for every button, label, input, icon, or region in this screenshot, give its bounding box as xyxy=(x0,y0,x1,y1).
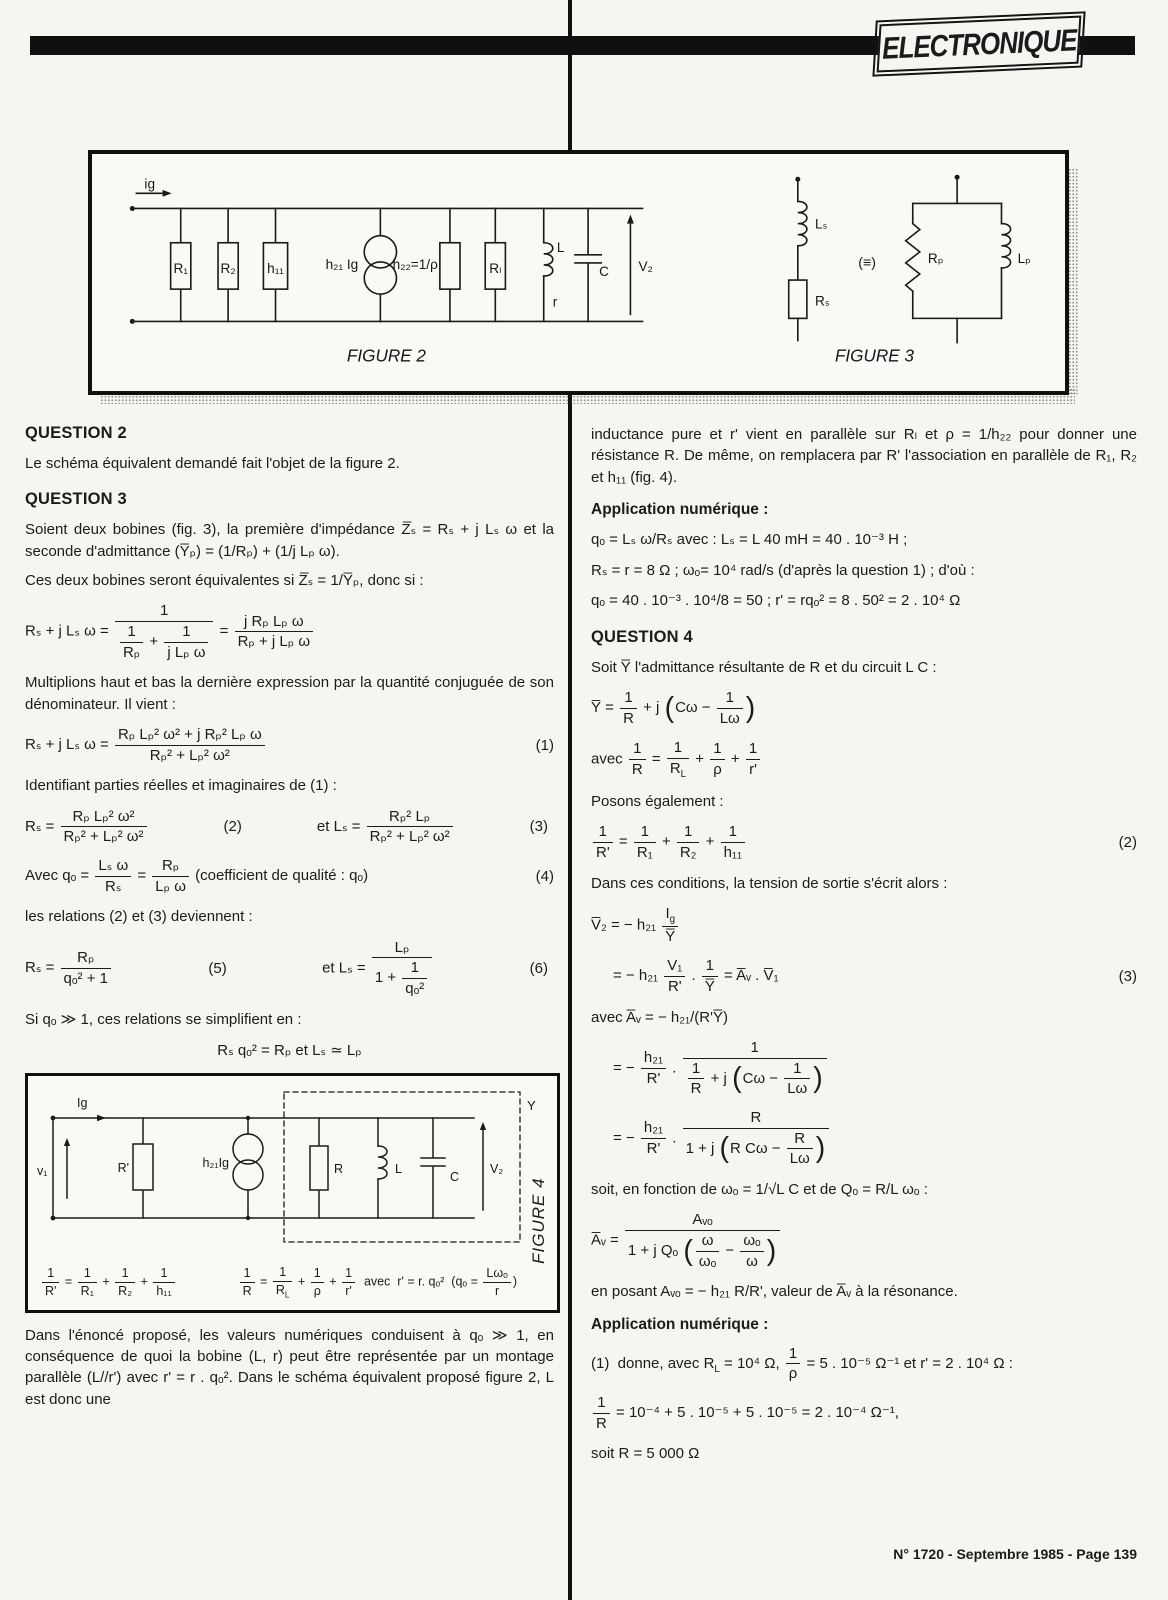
fig4-label-y: Y xyxy=(527,1097,536,1113)
right-column xyxy=(591,424,1137,1473)
q3-equations-2-3 xyxy=(25,808,554,846)
q4-equation-v2a xyxy=(591,905,1137,946)
q3-eq-q0: Avec qₒ = $\frac{\text{Lₛ ω}}{\text{Rₛ}}$ = $\frac{\text{Rₚ}}{\text{Lₚ ω}}$ (coefficient de qualité : qₒ) xyxy=(25,856,369,895)
q4-eq-av-final: A̅ᵥ = Aᵥₒ 1 + j Qₒ ( $\frac{\omega}{\text{ωₒ}}$ − $\frac{\text{ωₒ}}{\omega}$ ) xyxy=(591,1211,782,1270)
fig4-formulas-row xyxy=(28,1263,527,1310)
fig3-label-rp: Rₚ xyxy=(927,250,944,266)
fig3-label-ls: Lₛ xyxy=(814,216,828,232)
application-2-line-2 xyxy=(591,1394,1137,1432)
fig2-label-ig: ig xyxy=(144,176,156,192)
fig4-label-ig: Ig xyxy=(77,1095,88,1110)
q4-avec-av: avec A̅ᵥ = − h₂₁/(R'Y̅) xyxy=(591,1008,728,1026)
q4-equation-3 xyxy=(613,957,1137,995)
figure-4-diagram xyxy=(28,1076,557,1258)
figure-2-3-frame xyxy=(88,150,1069,395)
application-1-title: Application numérique : xyxy=(591,500,769,518)
application-2-line-3: soit R = 5 000 Ω xyxy=(591,1445,700,1463)
fig4-label-rprime: R' xyxy=(117,1160,129,1175)
q4-paragraph-1: Soit Y̅ l'admittance résultante de R et du circuit L C : xyxy=(591,659,937,677)
q4-paragraph-5: en posant Aᵥₒ = − h₂₁ R/R', valeur de A̅ᵥ à la résonance. xyxy=(591,1283,958,1301)
q3-paragraph-6: Si qₒ ≫ 1, ces relations se simplifient en : xyxy=(25,1010,302,1028)
fig4-formula-rprime: $\frac{1}{R'}$ = $\frac{1}{\text{R₁}}$ + $\frac{1}{\text{R₂}}$ + $\frac{1}{\text{h₁₁}}$ xyxy=(40,1266,177,1299)
logo-text: ELECTRONIQUE xyxy=(880,21,1077,66)
fig3-circuit xyxy=(789,175,1011,343)
q4-paragraph-4: soit, en fonction de ωₒ = 1/√L C et de Qₒ = R/L ωₒ : xyxy=(591,1180,928,1198)
fig2-label-current-source: h₂₁ Ig xyxy=(325,256,359,272)
fig2-label-r2: R₂ xyxy=(220,261,236,277)
continuation-paragraph: inductance pure et r' vient en parallèle sur Rₗ et ρ = 1/h₂₂ pour donner une résistance R. De même, on remplacera par R' l'association en parallèle de R₁, R₂ et h₁₁ (fig. 4). xyxy=(591,426,1137,486)
q4-eq-av2: = − $\frac{\text{h₂₁}}{R'}$ . R 1 + j (R Cω − $\frac{R}{L\omega}$ ) xyxy=(613,1109,831,1168)
fig4-label-r: R xyxy=(334,1161,344,1176)
footer-text: N° 1720 - Septembre 1985 - Page 139 xyxy=(893,1546,1137,1562)
figures-2-3-diagram xyxy=(92,154,1065,391)
fig3-equivalence-symbol: (≡) xyxy=(858,253,876,270)
q4-equation-av1 xyxy=(613,1039,1137,1098)
q3-final-relation: Rₛ qₒ² = Rₚ et Lₛ ≃ Lₚ xyxy=(217,1041,362,1059)
q4-eq-r: avec $\frac{1}{R}$ = $\frac{1}{R_L}$ + $\frac{1}{\rho}$ + $\frac{1}{r'}$ xyxy=(591,739,762,780)
q3-paragraph-5: les relations (2) et (3) deviennent : xyxy=(25,908,253,926)
q4-paragraph-3: Dans ces conditions, la tension de sortie s'écrit alors : xyxy=(591,874,948,892)
fig2-label-r: r xyxy=(552,294,558,310)
left-bottom-paragraph: Dans l'énoncé proposé, les valeurs numériques conduisent à qₒ ≫ 1, en conséquence de quoi la bobine (L, r) peut être représentée par un montage parallèle (L//r') avec r' = r . qₒ². Dans le schéma équivalent proposé figure 2, L est donc une xyxy=(25,1326,554,1408)
page-footer xyxy=(591,1546,1137,1562)
q3-eq-ls: et Lₛ = $\frac{\text{Rₚ² Lₚ}}{\text{Rₚ² + Lₚ² ω²}}$ xyxy=(317,808,455,846)
fig4-label-v2: V₂ xyxy=(490,1161,504,1176)
fig2-label-rl: Rₗ xyxy=(489,261,502,277)
question-2-text: Le schéma équivalent demandé fait l'objet de la figure 2. xyxy=(25,455,400,472)
q3-equation-1 xyxy=(25,726,554,764)
fig4-formula-r: $\frac{1}{R}$ = $\frac{1}{R_L}$ + $\frac{1}{\rho}$ + $\frac{1}{r'}$ avec r' = r. qₒ² (qₒ = $\frac{\text{Lωₒ}}{r}$ ) xyxy=(238,1265,517,1300)
q4-equation-1-over-r xyxy=(591,739,1137,780)
fig4-labels xyxy=(37,1096,536,1184)
equation-number-3-right: (3) xyxy=(1118,967,1137,985)
q4-eq-v2b: = − h₂₁ $\frac{\text{V₁}}{R'}$ . $\frac{1}{Y̅}$ = A̅ᵥ . V̅₁ xyxy=(613,957,779,995)
left-column xyxy=(25,424,554,1418)
equation-number-4: (4) xyxy=(535,867,554,885)
figure-2-caption: FIGURE 2 xyxy=(346,345,426,366)
q3-paragraph-2: Ces deux bobines seront équivalentes si Z̅ₛ = 1/Y̅ₚ, donc si : xyxy=(25,571,424,589)
question-2-title: QUESTION 2 xyxy=(25,424,127,442)
q3-eq2-formula: Rₛ + j Lₛ ω = $\frac{\text{Rₚ Lₚ² ω² + j Rₚ² Lₚ ω}}{\text{Rₚ² + Lₚ² ω²}}$ xyxy=(25,726,267,764)
application-1-line-3: qₒ = 40 . 10⁻³ . 10⁴/8 = 50 ; r' = rqₒ² = 8 . 50² = 2 . 10⁴ Ω xyxy=(591,592,961,610)
equation-number-2-right: (2) xyxy=(1118,833,1137,851)
fig4-label-source: h₂₁Ig xyxy=(202,1155,229,1170)
q4-equation-av2 xyxy=(613,1109,1137,1168)
q4-eq-v2a: V̅₂ = − h₂₁ $\frac{I_g}{Y̅}$ xyxy=(591,905,680,946)
application-2-title: Application numérique : xyxy=(591,1315,769,1333)
q4-equation-2 xyxy=(591,823,1137,861)
q3-paragraph-1: Soient deux bobines (fig. 3), la première d'impédance Z̅ₛ = Rₛ + j Lₛ ω et la seconde d'admittance (Y̅ₚ) = (1/Rₚ) + (1/j Lₚ ω). xyxy=(25,521,554,560)
q4-eq-y: Y̅ = $\frac{1}{R}$ + j (Cω − $\frac{1}{L\omega}$ ) xyxy=(591,689,756,728)
magazine-section-logo xyxy=(877,16,1082,73)
question-4-title: QUESTION 4 xyxy=(591,628,693,647)
q3-paragraph-4: Identifiant parties réelles et imaginaires de (1) : xyxy=(25,777,337,795)
q3-equations-5-6 xyxy=(25,939,554,998)
fig4-label-v1: v₁ xyxy=(37,1163,48,1178)
fig2-label-l: L xyxy=(556,239,565,255)
fig2-circuit xyxy=(130,190,643,324)
application-1-line-2: Rₛ = r = 8 Ω ; ωₒ= 10⁴ rad/s (d'après la question 1) ; d'où : xyxy=(591,561,975,579)
question-3-title: QUESTION 3 xyxy=(25,490,127,509)
fig2-label-v2: V₂ xyxy=(638,258,653,274)
q3-eq-ls-simplified: et Lₛ = Lₚ 1 + $\frac{1}{\text{qₒ²}}$ xyxy=(322,939,434,998)
application-2-line-1 xyxy=(591,1345,1137,1383)
fig4-label-c: C xyxy=(450,1169,460,1184)
q3-eq-rs-simplified: Rₛ = $\frac{\text{Rₚ}}{\text{qₒ² + 1}}$ xyxy=(25,949,113,987)
figure-4-frame xyxy=(25,1073,560,1313)
q3-paragraph-3: Multiplions haut et bas la dernière expression par la quantité conjuguée de son dénominateur. Il vient : xyxy=(25,674,554,713)
fig3-label-lp: Lₚ xyxy=(1017,250,1032,266)
figure-4-caption: FIGURE 4 xyxy=(529,1177,548,1264)
q3-eq1-formula: Rₛ + j Lₛ ω = 1 $\frac{1}{\text{Rₚ}}$ + $\frac{1}{\text{j Lₚ ω}}$ = $\frac{\text{j Rₚ Lₚ ω}}{\text{Rₚ + j Lₚ ω}}$ xyxy=(25,602,315,661)
fig2-label-c: C xyxy=(599,264,610,280)
fig2-label-h11: h₁₁ xyxy=(267,261,284,277)
equation-number-3: (3) xyxy=(529,818,548,836)
equation-number-5: (5) xyxy=(208,959,227,977)
q4-equation-admittance xyxy=(591,689,1137,727)
app2-eq-1: (1) donne, avec $R_L = 10^4$ Ω, $\frac{1}{\rho}$ = 5 . 10⁻⁵ Ω⁻¹ et r' = 2 . 10⁴ Ω : xyxy=(591,1344,1013,1383)
fig2-label-r1: R₁ xyxy=(173,261,188,277)
app2-eq-2: $\frac{1}{R}$ = 10⁻⁴ + 5 . 10⁻⁵ + 5 . 10⁻⁵ = 2 . 10⁻⁴ Ω⁻¹, xyxy=(591,1394,899,1432)
q4-eq-rprime: $\frac{1}{R'}$ = $\frac{1}{\text{R₁}}$ + $\frac{1}{\text{R₂}}$ + $\frac{1}{\text{h₁₁}}$ xyxy=(591,823,747,861)
equation-number-1: (1) xyxy=(535,736,554,754)
q3-eq-rs: Rₛ = $\frac{\text{Rₚ Lₚ² ω²}}{\text{Rₚ² + Lₚ² ω²}}$ xyxy=(25,808,149,846)
equation-number-2: (2) xyxy=(223,818,242,836)
fig2-label-h22: h₂₂=1/ρ xyxy=(392,256,438,272)
q4-paragraph-2: Posons également : xyxy=(591,793,724,810)
fig3-label-rs: Rₛ xyxy=(814,293,830,309)
q4-equation-av-final xyxy=(591,1211,1137,1270)
application-1-line-1: qₒ = Lₛ ω/Rₛ avec : Lₛ = L 40 mH = 40 . 10⁻³ H ; xyxy=(591,530,908,548)
fig4-label-l: L xyxy=(395,1161,402,1176)
q4-eq-av1: = − $\frac{\text{h₂₁}}{R'}$ . 1 $\frac{1}{R}$ + j (Cω − $\frac{1}{L\omega}$ ) xyxy=(613,1039,829,1098)
q3-equation-4 xyxy=(25,857,554,895)
q3-equation-impedance xyxy=(25,602,554,661)
figure-3-caption: FIGURE 3 xyxy=(834,345,914,366)
equation-number-6: (6) xyxy=(529,959,548,977)
